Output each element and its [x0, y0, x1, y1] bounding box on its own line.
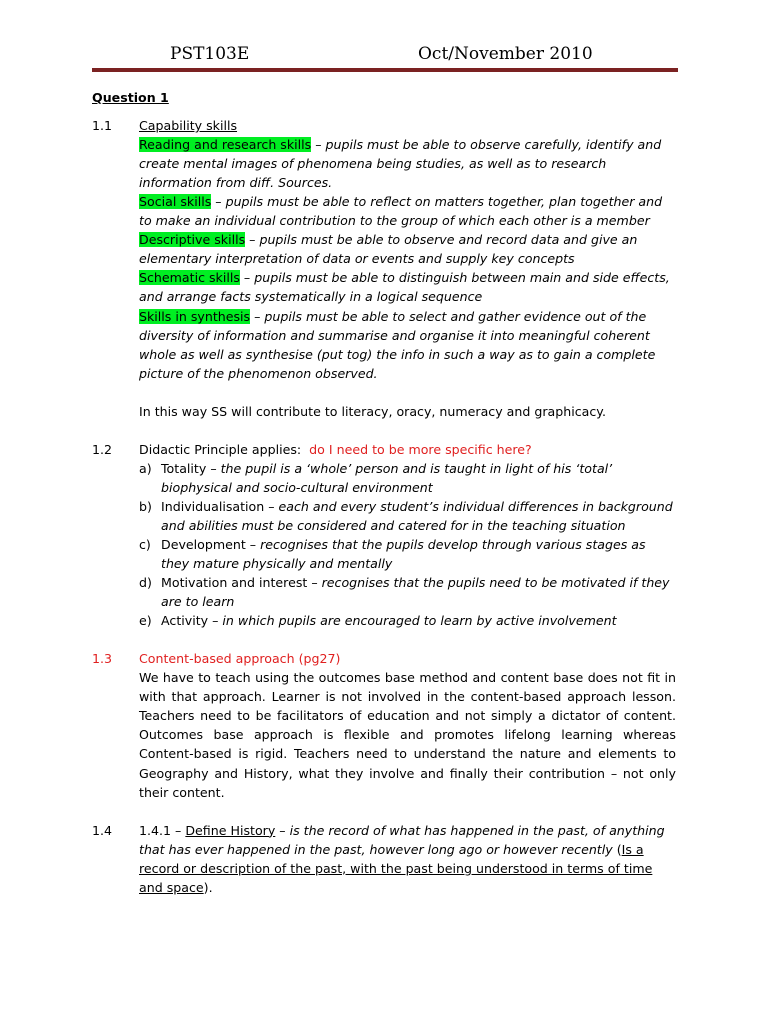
section-heading: Content-based approach (pg27): [139, 651, 341, 667]
principle-term: Development: [161, 536, 246, 552]
review-note: do I need to be more specific here?: [309, 441, 532, 457]
course-code: PST103E: [170, 44, 250, 64]
skill-term: Reading and research skills: [139, 137, 312, 153]
document-body: [92, 88, 676, 916]
definition-paragraph: [139, 821, 676, 897]
section-number: 1.4: [92, 822, 113, 838]
list-letter: d): [139, 575, 152, 591]
principle-term: Totality: [161, 460, 207, 476]
skill-description: – pupils must be able to distinguish between main and side effects, and arrange facts systematically in a logical sequence: [139, 270, 670, 305]
section-1-2: [92, 440, 676, 630]
list-item: [139, 611, 676, 630]
section-1-4: [92, 821, 676, 897]
skill-term: Schematic skills: [139, 270, 240, 286]
skill-description: – pupils must be able to observe carefully, identify and create mental images of phenomena being studies, as well as to research information from diff. Sources.: [139, 137, 662, 191]
definition-text: – is the record of what has happened in the past, of anything that has ever happened in the past, however long ago or however recently: [139, 822, 665, 857]
definition-term: Define History: [185, 822, 276, 838]
list-letter: c): [139, 536, 151, 552]
section-heading: Didactic Principle applies:: [139, 441, 302, 457]
section-1-1: [92, 116, 676, 421]
spacer: [139, 383, 676, 402]
question-title: Question 1: [92, 90, 169, 105]
paren-close: ).: [203, 879, 213, 895]
section-1-3: [92, 649, 676, 801]
skill-description: – pupils must be able to select and gather evidence out of the diversity of information and summarise and organise it into meaningful coherent whole as well as synthesise (put tog) the info in such a way as to gain a complete picture of the phenomenon observed.: [139, 308, 656, 381]
skill-term: Skills in synthesis: [139, 308, 251, 324]
section-summary: In this way SS will contribute to literacy, oracy, numeracy and graphicacy.: [139, 403, 606, 419]
alternate-definition: Is a record or description of the past, with the past being understood in terms of time and space: [139, 841, 653, 895]
subsection-number: 1.4.1 –: [139, 822, 186, 838]
skill-description: – pupils must be able to observe and record data and give an elementary interpretation of data or events and supply key concepts: [139, 232, 638, 267]
skill-item: [139, 230, 676, 268]
list-letter: a): [139, 460, 152, 476]
list-letter: e): [139, 613, 152, 629]
skill-item: [139, 135, 676, 192]
list-item: [139, 535, 676, 573]
page-header: [0, 44, 768, 68]
principle-term: Activity: [161, 613, 209, 629]
list-letter: b): [139, 498, 152, 514]
skill-item: [139, 192, 676, 230]
skill-item: [139, 307, 676, 383]
principle-term: Individualisation: [161, 498, 265, 514]
skill-item: [139, 268, 676, 306]
principle-description: – each and every student’s individual differences in background and abilities must be considered and catered for in the teaching situation: [161, 498, 673, 533]
list-item: [139, 459, 676, 497]
principle-list: [139, 459, 676, 630]
paren-open: (: [612, 841, 622, 857]
principle-description: – in which pupils are encouraged to learn by active involvement: [208, 613, 617, 629]
section-number: 1.1: [92, 118, 113, 134]
exam-date: Oct/November 2010: [418, 44, 593, 64]
list-item: [139, 497, 676, 535]
list-item: [139, 573, 676, 611]
skill-term: Descriptive skills: [139, 232, 246, 248]
skill-term: Social skills: [139, 194, 212, 210]
principle-description: – recognises that the pupils develop through various stages as they mature physically and mentally: [161, 536, 646, 572]
section-number: 1.3: [92, 651, 113, 667]
skill-description: – pupils must be able to reflect on matters together, plan together and to make an individual contribution to the group of which each other is a member: [139, 194, 663, 229]
principle-term: Motivation and interest: [161, 575, 308, 591]
header-rule: [92, 68, 678, 72]
section-number: 1.2: [92, 441, 113, 457]
principle-description: – the pupil is a ‘whole’ person and is taught in light of his ‘total’ biophysical and socio-cultural environment: [161, 460, 613, 495]
section-paragraph: We have to teach using the outcomes base method and content base does not fit in with that approach. Learner is not involved in the content-based approach lesson. Teachers need to be facilitators of education and not simply a dictator of content. Outcomes base approach is flexible and promotes lifelong learning whereas Content-based is rigid. Teachers need to understand the nature and elements to Geography and History, what they involve and finally their contribution – not only their content.: [139, 670, 676, 800]
section-heading: Capability skills: [139, 118, 238, 134]
principle-description: – recognises that the pupils need to be motivated if they are to learn: [161, 575, 670, 610]
